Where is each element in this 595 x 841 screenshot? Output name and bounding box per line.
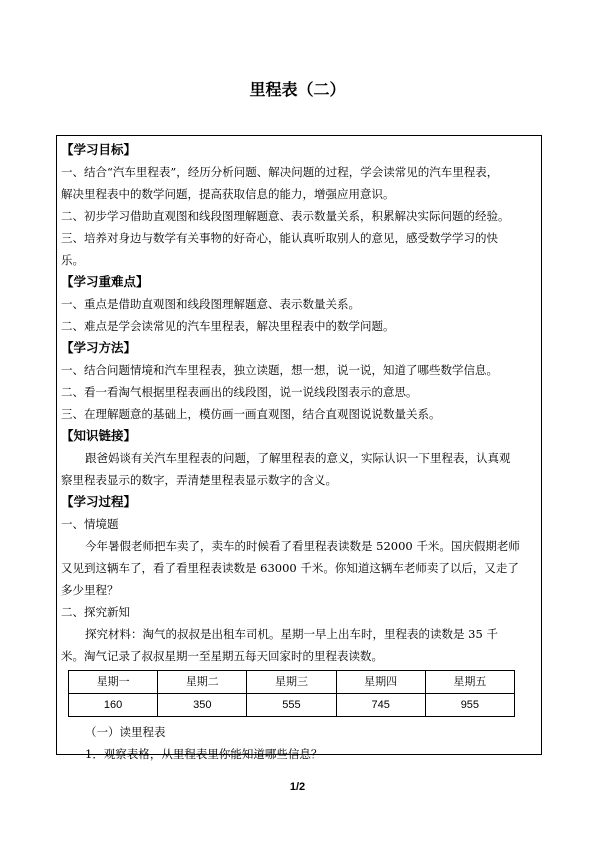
key-points-line-2: 二、难点是学会读常见的汽车里程表，解决里程表中的数学问题。 — [61, 319, 395, 333]
table-header-cell: 星期四 — [336, 671, 425, 694]
situation-title: 一、情境题 — [61, 517, 119, 531]
methods-line-3: 三、在理解题意的基础上，模仿画一画直观图，结合直观图说说数量关系。 — [61, 407, 441, 421]
goals-line-5: 乐。 — [61, 253, 84, 267]
key-points-line-1: 一、重点是借助直观图和线段图理解题意、表示数量关系。 — [61, 297, 360, 311]
page-title: 里程表（二） — [249, 80, 346, 99]
knowledge-line-2: 察里程表显示的数字，弄清楚里程表显示数字的含义。 — [61, 473, 337, 487]
table-header-cell: 星期一 — [69, 671, 158, 694]
table-row — [69, 694, 515, 717]
explore-line-1: 探究材料：淘气的叔叔是出租车司机。星期一早上出车时，里程表的读数是 35 千 — [85, 627, 498, 641]
situation-line-1: 今年暑假老师把车卖了，卖车的时候看了看里程表读数是 52000 千米。国庆假期老师 — [85, 539, 520, 553]
odometer-table — [68, 670, 515, 717]
question-1: 1．观察表格，从里程表里你能知道哪些信息？ — [85, 747, 323, 761]
methods-heading: 【学习方法】 — [61, 340, 137, 355]
table-header-cell: 星期二 — [158, 671, 247, 694]
situation-line-3: 多少里程？ — [61, 583, 119, 597]
table-cell: 745 — [336, 694, 425, 717]
goals-line-1: 一、结合“汽车里程表”，经历分析问题、解决问题的过程，学会读常见的汽车里程表， — [61, 165, 499, 179]
table-cell: 955 — [425, 694, 514, 717]
process-heading: 【学习过程】 — [61, 494, 137, 509]
table-cell: 555 — [247, 694, 336, 717]
explore-line-2: 米。淘气记录了叔叔星期一至星期五每天回家时的里程表读数。 — [61, 649, 383, 663]
content-frame — [56, 135, 542, 761]
methods-line-1: 一、结合问题情境和汽车里程表，独立读题，想一想，说一说，知道了哪些数学信息。 — [61, 363, 498, 377]
table-header-cell: 星期五 — [425, 671, 514, 694]
goals-line-4: 三、培养对身边与数学有关事物的好奇心，能认真听取别人的意见，感受数学学习的快 — [61, 231, 498, 245]
goals-heading: 【学习目标】 — [61, 142, 137, 157]
goals-line-2: 解决里程表中的数学问题，提高获取信息的能力，增强应用意识。 — [61, 187, 395, 201]
read-odometer-subtitle: （一）读里程表 — [85, 725, 166, 739]
table-cell: 160 — [69, 694, 158, 717]
table-header-row — [69, 671, 515, 694]
knowledge-line-1: 跟爸妈谈有关汽车里程表的问题，了解里程表的意义，实际认识一下里程表，认真观 — [85, 451, 511, 465]
table-header-cell: 星期三 — [247, 671, 336, 694]
key-points-heading: 【学习重难点】 — [61, 274, 149, 289]
knowledge-heading: 【知识链接】 — [61, 428, 137, 443]
methods-line-2: 二、看一看淘气根据里程表画出的线段图，说一说线段图表示的意思。 — [61, 385, 418, 399]
situation-line-2: 又见到这辆车了，看了看里程表读数是 63000 千米。你知道这辆车老师卖了以后，又走了 — [61, 561, 519, 575]
goals-line-3: 二、初步学习借助直观图和线段图理解题意、表示数量关系，积累解决实际问题的经验。 — [61, 209, 510, 223]
page-number: 1/2 — [289, 781, 306, 793]
explore-title: 二、探究新知 — [61, 605, 130, 619]
table-cell: 350 — [158, 694, 247, 717]
